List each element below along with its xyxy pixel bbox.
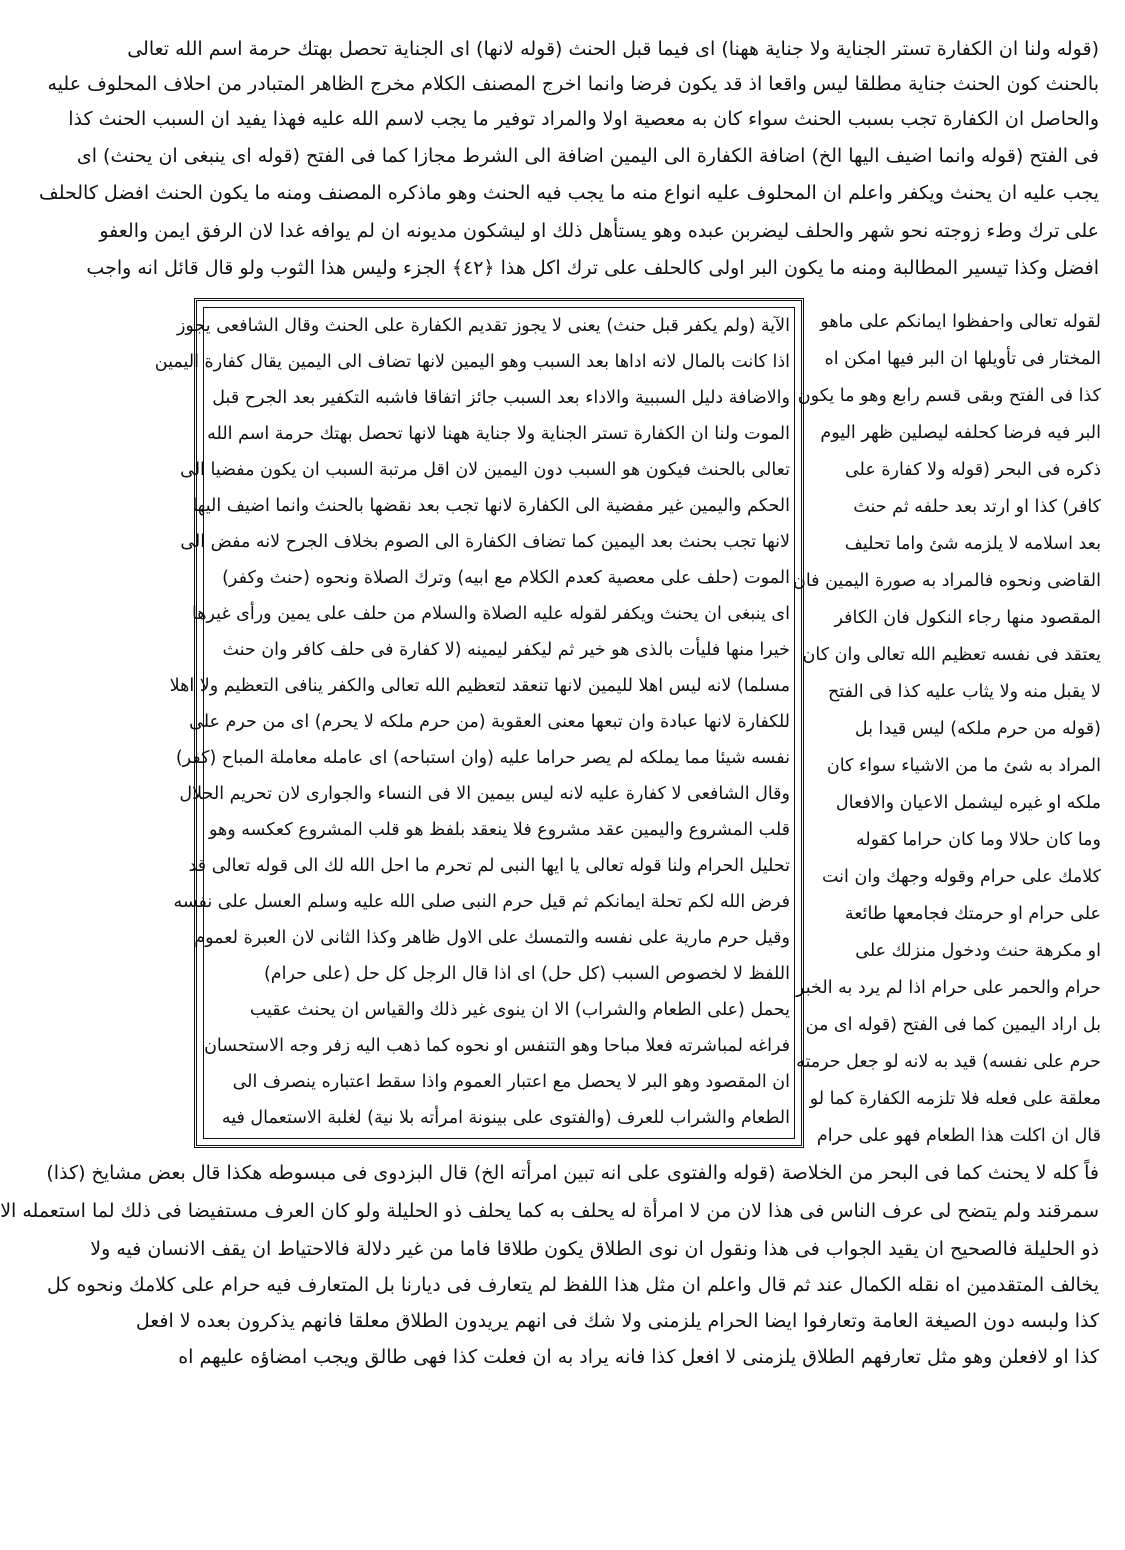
commentary-line: سمرقند ولم يتضح لى عرف الناس فى هذا لان من لا امرأة له يحلف به كما يحلف ذو الحليلة ولو كان العرف مستفيضا فى ذلك لما استعمله الا bbox=[0, 1200, 1099, 1222]
main-text-line: تعالى بالحنث فيكون هو السبب دون اليمين لان اقل مرتبة السبب ان يكون مفضيا الى bbox=[180, 460, 790, 480]
side-commentary-line: المقصود منها رجاء النكول فان الكافر bbox=[834, 608, 1101, 628]
main-text-line: مسلما) لانه ليس اهلا لليمين لانها تنعقد لتعظيم الله تعالى والكفر ينافى التعظيم ولا اهلا bbox=[169, 676, 790, 696]
commentary-line: كذا ولبسه دون الصيغة العامة وتعارفوا ايضا الحرام يلزمنى ولا شك فى انهم يريدون الطلاق معلقا فانهم يذكرون بعده لا افعل bbox=[135, 1310, 1099, 1332]
main-text-line: الطعام والشراب للعرف (والفتوى على بينونة امرأته بلا نية) لغلبة الاستعمال فيه bbox=[221, 1108, 790, 1128]
side-commentary-line: المراد به شئ ما من الاشياء سواء كان bbox=[826, 756, 1101, 776]
side-commentary-line: بل اراد اليمين كما فى الفتح (قوله اى من bbox=[805, 1015, 1101, 1035]
main-text-line: نفسه شيئا مما يملكه لم يصر حراما عليه (وان استباحه) اى عامله معاملة المباح (كفر) bbox=[175, 748, 790, 768]
side-commentary-line: البر فيه فرضا كحلفه ليصلين ظهر اليوم bbox=[820, 423, 1101, 443]
side-commentary-line: كافر) كذا او ارتد بعد حلفه ثم حنث bbox=[853, 497, 1101, 517]
commentary-line: والحاصل ان الكفارة تجب بسبب الحنث سواء كان به معصية اولا والمراد توفير ما يجب لاسم الله عليه فهذا يفيد ان السبب الحنث كذا bbox=[68, 108, 1099, 130]
main-text-line: الموت ولنا ان الكفارة تستر الجناية ولا جناية ههنا لانها تحصل بهتك حرمة اسم الله bbox=[207, 424, 790, 444]
main-text-line: خيرا منها فليأت بالذى هو خير ثم ليكفر ليمينه (لا كفارة فى حلف كافر وان حنث bbox=[222, 640, 790, 660]
commentary-line: افضل وكذا تيسير المطالبة ومنه ما يكون البر اولى كالحلف على ترك اكل هذا ﴿٤٢﴾ الجزء وليس هذا الثوب ولو قال قائل انه واجب bbox=[86, 257, 1099, 279]
main-text-line: ان المقصود وهو البر لا يحصل مع اعتبار العموم واذا سقط اعتباره ينصرف الى bbox=[232, 1072, 790, 1092]
main-text-line: فرض الله لكم تحلة ايمانكم ثم قيل حرم النبى صلى الله عليه وسلم العسل على نفسه bbox=[173, 892, 790, 912]
main-text-line: الموت (حلف على معصية كعدم الكلام مع ابيه) وترك الصلاة ونحوه (حنث وكفر) bbox=[222, 568, 790, 588]
main-text-line: وقيل حرم مارية على نفسه والتمسك على الاول ظاهر وكذا الثانى لان العبرة لعموم bbox=[194, 928, 790, 948]
side-commentary-line: بعد اسلامه لا يلزمه شئ واما تحليف bbox=[844, 534, 1101, 554]
commentary-line: على ترك وطء زوجته نحو شهر والحلف ليضربن عبده وهو يستأهل ذلك او ليشكون مديونه ان لم يوافه غدا لان الرفق ايمن والعفو bbox=[99, 220, 1099, 242]
commentary-line: يخالف المتقدمين اه نقله الكمال عند ثم قال واعلم ان مثل هذا اللفظ لم يتعارف فى ديارنا بل المتعارف فيه حرام على كلامك ونحوه كل bbox=[47, 1274, 1099, 1296]
main-text-line: قلب المشروع واليمين عقد مشروع فلا ينعقد بلفظ هو قلب المشروع كعكسه وهو bbox=[208, 820, 790, 840]
main-text-line: الحكم واليمين غير مفضية الى الكفارة لانها تجب بعد نقضها بالحنث وانما اضيف اليها bbox=[192, 496, 790, 516]
main-text-line: اذا كانت بالمال لانه اداها بعد السبب وهو اليمين لانها تضاف الى اليمين يقال كفارة اليمين bbox=[154, 352, 790, 372]
main-text-line: تحليل الحرام ولنا قوله تعالى يا ايها النبى لم تحرم ما احل الله لك الى قوله تعالى قد bbox=[188, 856, 790, 876]
main-text-line: والاضافة دليل السببية والاداء بعد السبب جائز اتفاقا فاشبه التكفير بعد الجرح قبل bbox=[212, 388, 790, 408]
main-text-line: الآية (ولم يكفر قبل حنث) يعنى لا يجوز تقديم الكفارة على الحنث وقال الشافعى يجوز bbox=[176, 316, 790, 336]
commentary-line: يجب عليه ان يحنث ويكفر واعلم ان المحلوف عليه انواع منه ما يجب فيه الحنث وهو ماذكره المصنف ومنه ما يكون الحنث افضل كالحلف bbox=[39, 182, 1099, 204]
main-text-line: اللفظ لا لخصوص السبب (كل حل) اى اذا قال الرجل كل حل (على حرام) bbox=[263, 964, 790, 984]
side-commentary-line: او مكرهة حنث ودخول منزلك على bbox=[855, 941, 1101, 961]
main-text-line: لانها تجب بحنث بعد اليمين كما تضاف الكفارة الى الصوم بخلاف الجرح لانه مفض الى bbox=[180, 532, 790, 552]
main-text-line: للكفارة لانها عبادة وان تبعها معنى العقوبة (من حرم ملكه لا يحرم) اى من حرم على bbox=[189, 712, 790, 732]
side-commentary-line: وما كان حلالا وما كان حراما كقوله bbox=[856, 830, 1101, 850]
main-text-line: وقال الشافعى لا كفارة عليه لانه ليس بيمين الا فى النساء والجوارى لان تحريم الحلال bbox=[179, 784, 790, 804]
side-commentary-line: لقوله تعالى واحفظوا ايمانكم على ماهو bbox=[820, 312, 1101, 332]
commentary-line: ذو الحليلة فالصحيح ان يقيد الجواب فى هذا ونقول ان نوى الطلاق يكون طلاقا فاما من غير دلالة فالاحتياط ان يقف الانسان فيه ولا bbox=[90, 1238, 1099, 1260]
side-commentary-line: حرام والحمر على حرام اذا لم يرد به الخبر bbox=[796, 978, 1101, 998]
side-commentary-line: حرم على نفسه) قيد به لانه لو جعل حرمته bbox=[796, 1052, 1101, 1072]
commentary-line: فى الفتح (قوله وانما اضيف اليها الخ) اضافة الكفارة الى اليمين اضافة الى الشرط مجازا كما فى الفتح (قوله اى ينبغى ان يحنث) اى bbox=[76, 145, 1099, 167]
commentary-line: فاً كله لا يحنث كما فى البحر من الخلاصة (قوله والفتوى على انه تبين امرأته الخ) قال البزدوى فى مبسوطه هكذا قال بعض مشايخ (كذا) bbox=[46, 1162, 1099, 1184]
main-text-line: فراغه لمباشرته فعلا مباحا وهو التنفس او نحوه كما ذهب اليه زفر وجه الاستحسان bbox=[204, 1036, 790, 1056]
main-text-line: يحمل (على الطعام والشراب) الا ان ينوى غير ذلك والقياس ان يحنث عقيب bbox=[249, 1000, 790, 1020]
commentary-line: (قوله ولنا ان الكفارة تستر الجناية ولا جناية ههنا) اى فيما قبل الحنث (قوله لانها) اى الجناية تحصل بهتك حرمة اسم الله تعالى bbox=[127, 38, 1099, 60]
side-commentary-line: لا يقبل منه ولا يثاب عليه كذا فى الفتح bbox=[827, 682, 1101, 702]
side-commentary-line: يعتقد فى نفسه تعظيم الله تعالى وان كان bbox=[802, 645, 1101, 665]
side-commentary-line: ذكره فى البحر (قوله ولا كفارة على bbox=[844, 460, 1101, 480]
side-commentary-line: على حرام او حرمتك فجامعها طائعة bbox=[844, 904, 1101, 924]
commentary-line: بالحنث كون الحنث جناية مطلقا ليس واقعا اذ قد يكون فرضا وانما اخرج المصنف الكلام مخرج الظاهر المتبادر من احلاف المحلوف عليه bbox=[47, 73, 1099, 95]
side-commentary-line: المختار فى تأويلها ان البر فيها امكن اه bbox=[824, 349, 1101, 369]
side-commentary-line: كذا فى الفتح وبقى قسم رابع وهو ما يكون bbox=[797, 386, 1101, 406]
side-commentary-line: ملكه او غيره ليشمل الاعيان والافعال bbox=[835, 793, 1101, 813]
main-text-line: اى ينبغى ان يحنث ويكفر لقوله عليه الصلاة والسلام من حلف على يمين ورأى غيرها bbox=[191, 604, 790, 624]
side-commentary-line: القاضى ونحوه فالمراد به صورة اليمين فان bbox=[792, 571, 1101, 591]
side-commentary-line: كلامك على حرام وقوله وجهك وان انت bbox=[821, 867, 1101, 887]
side-commentary-line: قال ان اكلت هذا الطعام فهو على حرام bbox=[816, 1126, 1101, 1146]
commentary-line: كذا او لافعلن وهو مثل تعارفهم الطلاق يلزمنى لا افعل كذا فانه يراد به ان فعلت كذا فهى طالق ويجب امضاؤه عليهم اه bbox=[178, 1346, 1099, 1368]
side-commentary-line: معلقة على فعله فلا تلزمه الكفارة كما لو bbox=[809, 1089, 1101, 1109]
side-commentary-line: (قوله من حرم ملكه) ليس قيدا بل bbox=[854, 719, 1101, 739]
